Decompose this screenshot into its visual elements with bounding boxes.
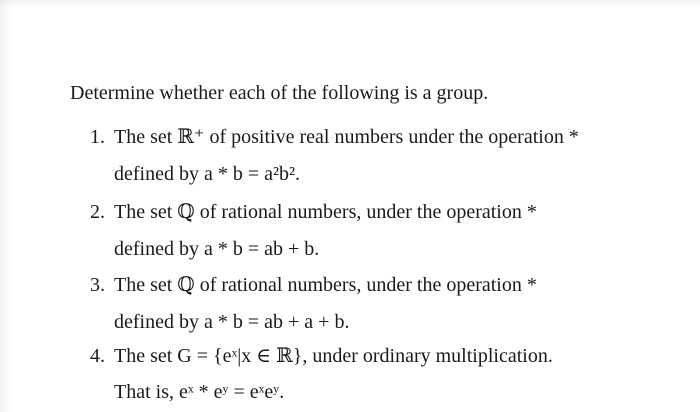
item-3-line-2: defined by a * b = ab + a + b. (114, 311, 350, 333)
item-4-line-1 (90, 342, 553, 370)
page-top-shadow (0, 0, 700, 8)
item-1-line-2: defined by a * b = a²b². (114, 163, 300, 185)
item-2-line-2: defined by a * b = ab + b. (114, 238, 320, 260)
item-2-number: 2. (90, 201, 105, 223)
item-3-line-1 (90, 271, 537, 299)
page-edge-shadow (0, 0, 14, 412)
item-1-number: 1. (90, 126, 105, 148)
item-3-number: 3. (90, 274, 105, 296)
item-3-text-line-1: The set ℚ of rational numbers, under the operation * (114, 274, 537, 296)
item-1-line-1 (90, 123, 579, 151)
item-4-text-line-1: The set G = {eˣ|x ∈ ℝ}, under ordinary multiplication. (114, 345, 553, 367)
item-1-text-line-1: The set ℝ⁺ of positive real numbers under the operation * (114, 126, 579, 148)
item-2-text-line-1: The set ℚ of rational numbers, under the operation * (114, 201, 537, 223)
problem-heading: Determine whether each of the following is a group. (70, 82, 489, 104)
item-4-line-2: That is, eˣ * eʸ = eˣeʸ. (114, 381, 285, 403)
item-4-number: 4. (90, 345, 105, 367)
item-2-line-1 (90, 198, 537, 226)
